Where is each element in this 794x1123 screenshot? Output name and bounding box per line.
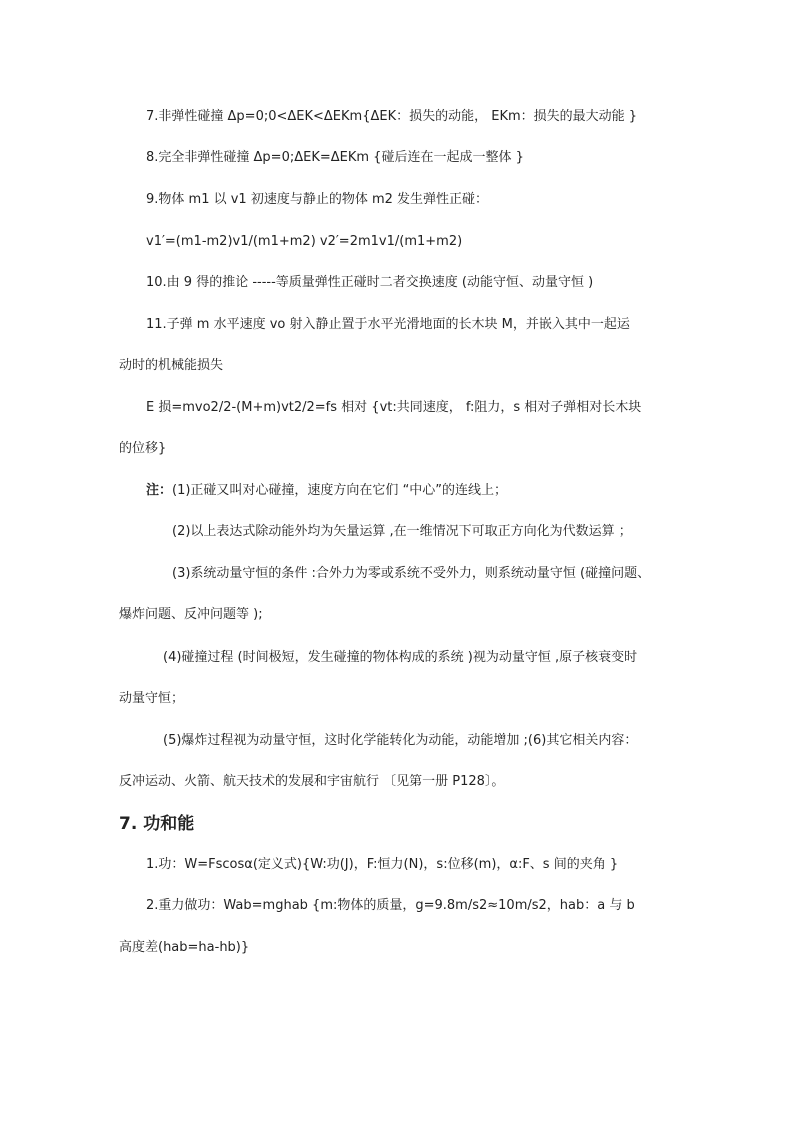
paragraph-line: 2.重力做功：Wab=mghab {m:物体的质量，g=9.8m/s2≈10m/s2，hab：a 与 b xyxy=(146,898,635,913)
note-line: 爆炸问题、反冲问题等 ); xyxy=(119,607,263,622)
paragraph-line: 的位移} xyxy=(119,441,167,456)
paragraph-line: 7.非弹性碰撞 Δp=0;0<ΔEK<ΔEKm{ΔEK：损失的动能， EKm：损失的最大动能 } xyxy=(146,109,638,124)
paragraph-line: 11.子弹 m 水平速度 vo 射入静止置于水平光滑地面的长木块 M，并嵌入其中一起运 xyxy=(146,317,630,332)
paragraph-line: 10.由 9 得的推论 -----等质量弹性正碰时二者交换速度 (动能守恒、动量守恒 ) xyxy=(146,275,594,290)
paragraph-line: 9.物体 m1 以 v1 初速度与静止的物体 m2 发生弹性正碰： xyxy=(146,192,489,207)
note-label: 注： xyxy=(146,483,173,498)
note-line: 反冲运动、火箭、航天技术的发展和宇宙航行 〔见第一册 P128〕。 xyxy=(119,774,505,789)
paragraph-line: 8.完全非弹性碰撞 Δp=0;ΔEK=ΔEKm {碰后连在一起成一整体 } xyxy=(146,150,524,165)
note-line: (4)碰撞过程 (时间极短，发生碰撞的物体构成的系统 )视为动量守恒 ,原子核衰变时 xyxy=(163,650,638,665)
paragraph-line: 动时的机械能损失 xyxy=(119,358,224,373)
formula-line: E 损=mvo2/2-(M+m)vt2/2=fs 相对 {vt:共同速度， f:阻力，s 相对子弹相对长木块 xyxy=(146,400,642,415)
note-text: (1)正碰又叫对心碰撞，速度方向在它们 “中心”的连线上； xyxy=(172,483,508,498)
note-line: (5)爆炸过程视为动量守恒，这时化学能转化为动能，动能增加 ;(6)其它相关内容： xyxy=(163,733,638,748)
paragraph-line: 高度差(hab=ha-hb)} xyxy=(119,940,250,955)
note-line: (2)以上表达式除动能外均为矢量运算 ,在一维情况下可取正方向化为代数运算 ； xyxy=(172,524,632,539)
note-line: 动量守恒； xyxy=(119,691,185,706)
note-line xyxy=(146,482,507,500)
note-line: (3)系统动量守恒的条件 :合外力为零或系统不受外力，则系统动量守恒 (碰撞问题、 xyxy=(172,566,651,581)
section-heading: 7. 功和能 xyxy=(119,814,195,834)
paragraph-line: 1.功：W=Fscosα(定义式){W:功(J)，F:恒力(N)，s:位移(m)，α:F、s 间的夹角 } xyxy=(146,857,619,872)
formula-line: v1′=(m1-m2)v1/(m1+m2) v2′=2m1v1/(m1+m2) xyxy=(146,234,463,249)
